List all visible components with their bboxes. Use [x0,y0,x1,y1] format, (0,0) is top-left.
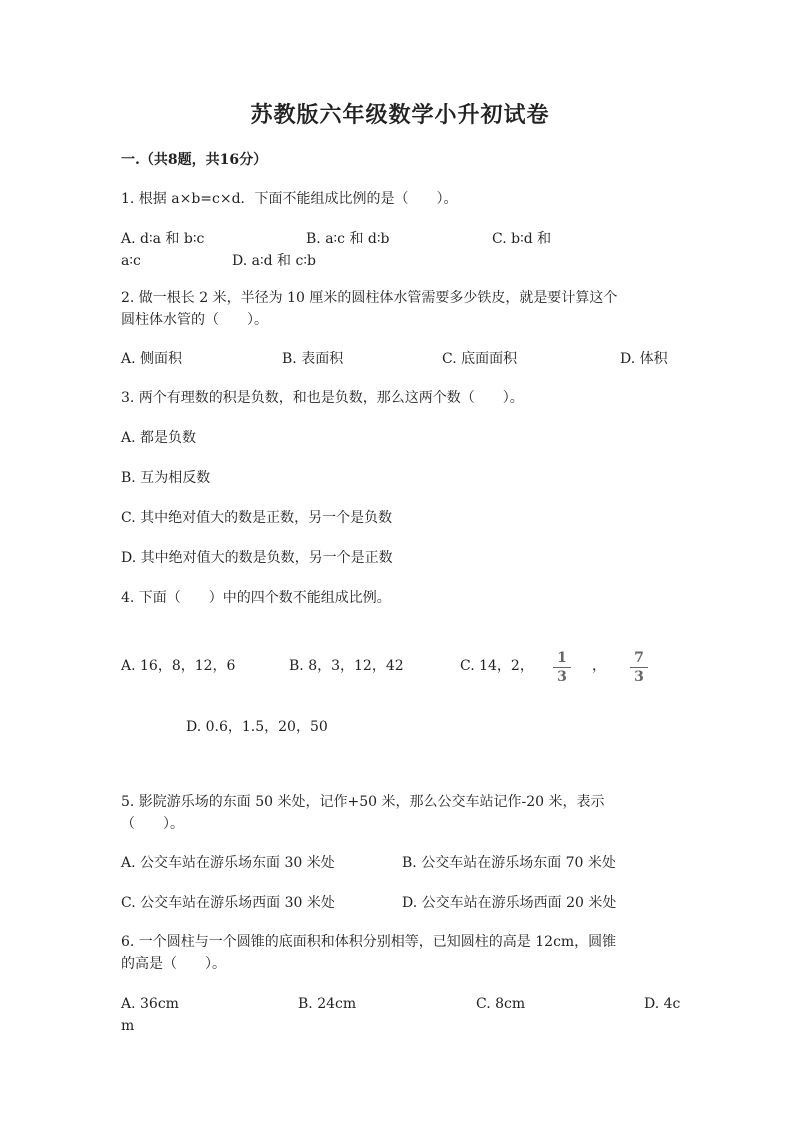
q5-option-a[interactable]: A. 公交车站在游乐场东面 30 米处 [121,855,335,871]
page-title: 苏教版六年级数学小升初试卷 [250,103,550,128]
q4-option-b[interactable]: B. 8，3，12，42 [289,658,404,674]
q2-option-a[interactable]: A. 侧面积 [121,351,183,367]
q1-option-d[interactable]: D. a∶d 和 c∶b [232,253,316,269]
q3-option-c[interactable]: C. 其中绝对值大的数是正数，另一个是负数 [121,510,393,526]
q3-option-b[interactable]: B. 互为相反数 [121,470,211,486]
q1-option-a[interactable]: A. d∶a 和 b∶c [121,231,205,247]
q5-option-d[interactable]: D. 公交车站在游乐场西面 20 米处 [402,895,617,911]
q1-stem: 1. 根据 a×b=c×d．下面不能组成比例的是（ ）。 [121,191,458,207]
q2-option-c[interactable]: C. 底面面积 [442,351,518,367]
q1-option-b[interactable]: B. a∶c 和 d∶b [306,231,390,247]
q6-option-d[interactable]: D. 4c [644,996,681,1012]
q1-option-c[interactable]: C. b∶d 和 [492,231,552,247]
q2-stem-line2: 圆柱体水管的（ ）。 [121,312,268,328]
q6-stem-line1: 6. 一个圆柱与一个圆锥的底面积和体积分别相等，已知圆柱的高是 12cm，圆锥 [121,934,617,950]
q5-stem-line2: （ ）。 [121,816,184,832]
q1-option-c-continued: a∶c [121,253,141,269]
q6-option-c[interactable]: C. 8cm [476,996,526,1012]
q4-fraction-1-denominator: 3 [557,669,567,685]
q3-stem: 3. 两个有理数的积是负数，和也是负数，那么这两个数（ ）。 [121,390,524,406]
q5-option-b[interactable]: B. 公交车站在游乐场东面 70 米处 [402,855,616,871]
q4-fraction-1 [551,650,573,685]
q2-stem-line1: 2. 做一根长 2 米，半径为 10 厘米的圆柱体水管需要多少铁皮，就是要计算这个 [121,290,618,306]
q4-option-a[interactable]: A. 16，8，12，6 [121,658,236,674]
fraction-bar [553,667,571,668]
q6-stem-line2: 的高是（ ）。 [121,956,226,972]
q5-stem-line1: 5. 影院游乐场的东面 50 米处，记作+50 米，那么公交车站记作-20 米，表示 [121,794,605,810]
q6-option-b[interactable]: B. 24cm [298,996,357,1012]
q3-option-d[interactable]: D. 其中绝对值大的数是负数，另一个是正数 [121,550,393,566]
q4-option-d[interactable]: D. 0.6，1.5，20，50 [186,719,328,735]
q4-fraction-1-numerator: 1 [557,650,567,666]
q4-option-c[interactable]: C. 14，2， [460,658,534,674]
q4-fraction-2 [628,650,650,685]
q2-option-b[interactable]: B. 表面积 [282,351,344,367]
q5-option-c[interactable]: C. 公交车站在游乐场西面 30 米处 [121,895,335,911]
section-header: 一.（共8题，共16分） [121,152,268,168]
q4-fraction-2-denominator: 3 [634,669,644,685]
fraction-bar [630,667,648,668]
q6-option-d-continued: m [121,1018,135,1034]
q2-option-d[interactable]: D. 体积 [620,351,668,367]
q4-fraction-2-numerator: 7 [634,650,644,666]
q4-stem: 4. 下面（ ）中的四个数不能组成比例。 [121,590,391,606]
q6-option-a[interactable]: A. 36cm [121,996,179,1012]
q4-option-c-separator: ， [592,658,606,674]
q3-option-a[interactable]: A. 都是负数 [121,430,197,446]
